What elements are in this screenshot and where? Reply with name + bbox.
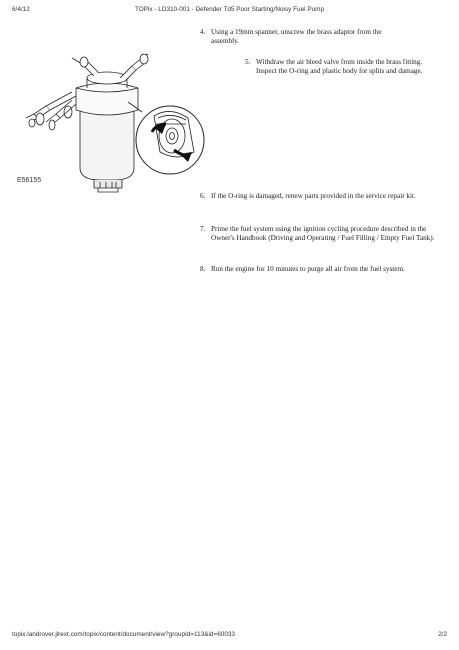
step-number: 4. [200, 28, 206, 36]
step-7 [200, 225, 450, 255]
step-5 [245, 58, 445, 88]
fuel-filter-assembly-icon [10, 48, 210, 194]
header-title: TOPix - LD310-001 - Defender Td5 Poor Starting/Noisy Fuel Pump [134, 6, 325, 13]
step-text: If the O-ring is damaged, renew parts provided in the service repair kit. [211, 192, 416, 200]
step-number: 7. [200, 225, 206, 233]
step-text: Withdraw the air bleed valve from inside the brass fitting. Inspect the O-ring and plastic body for splits and damage. [256, 58, 423, 75]
header-date: 6/4/12 [12, 6, 30, 13]
step-4 [200, 28, 440, 48]
step-8 [200, 265, 455, 277]
step-number: 5. [245, 58, 251, 66]
step-text: Run the engine for 10 minutes to purge all air from the fuel system. [211, 265, 405, 273]
step-text: Using a 19mm spanner, unscrew the brass adaptor from the assembly. [211, 28, 382, 45]
diagram-figure [10, 48, 210, 194]
footer-url: topix.landrover.jlrext.com/topix/content/document/view?groupId=113&id=60033 [12, 631, 235, 638]
figure-label: E56155 [17, 177, 42, 184]
step-text: Prime the fuel system using the ignition cycling procedure described in the Owner's Handbook (Driving and Operating / Fuel Filling / Empty Fuel Tank). [211, 225, 435, 242]
footer-page-number: 2/2 [438, 631, 447, 638]
step-number: 8. [200, 265, 206, 273]
step-number: 6. [200, 192, 206, 200]
step-6 [200, 192, 450, 212]
